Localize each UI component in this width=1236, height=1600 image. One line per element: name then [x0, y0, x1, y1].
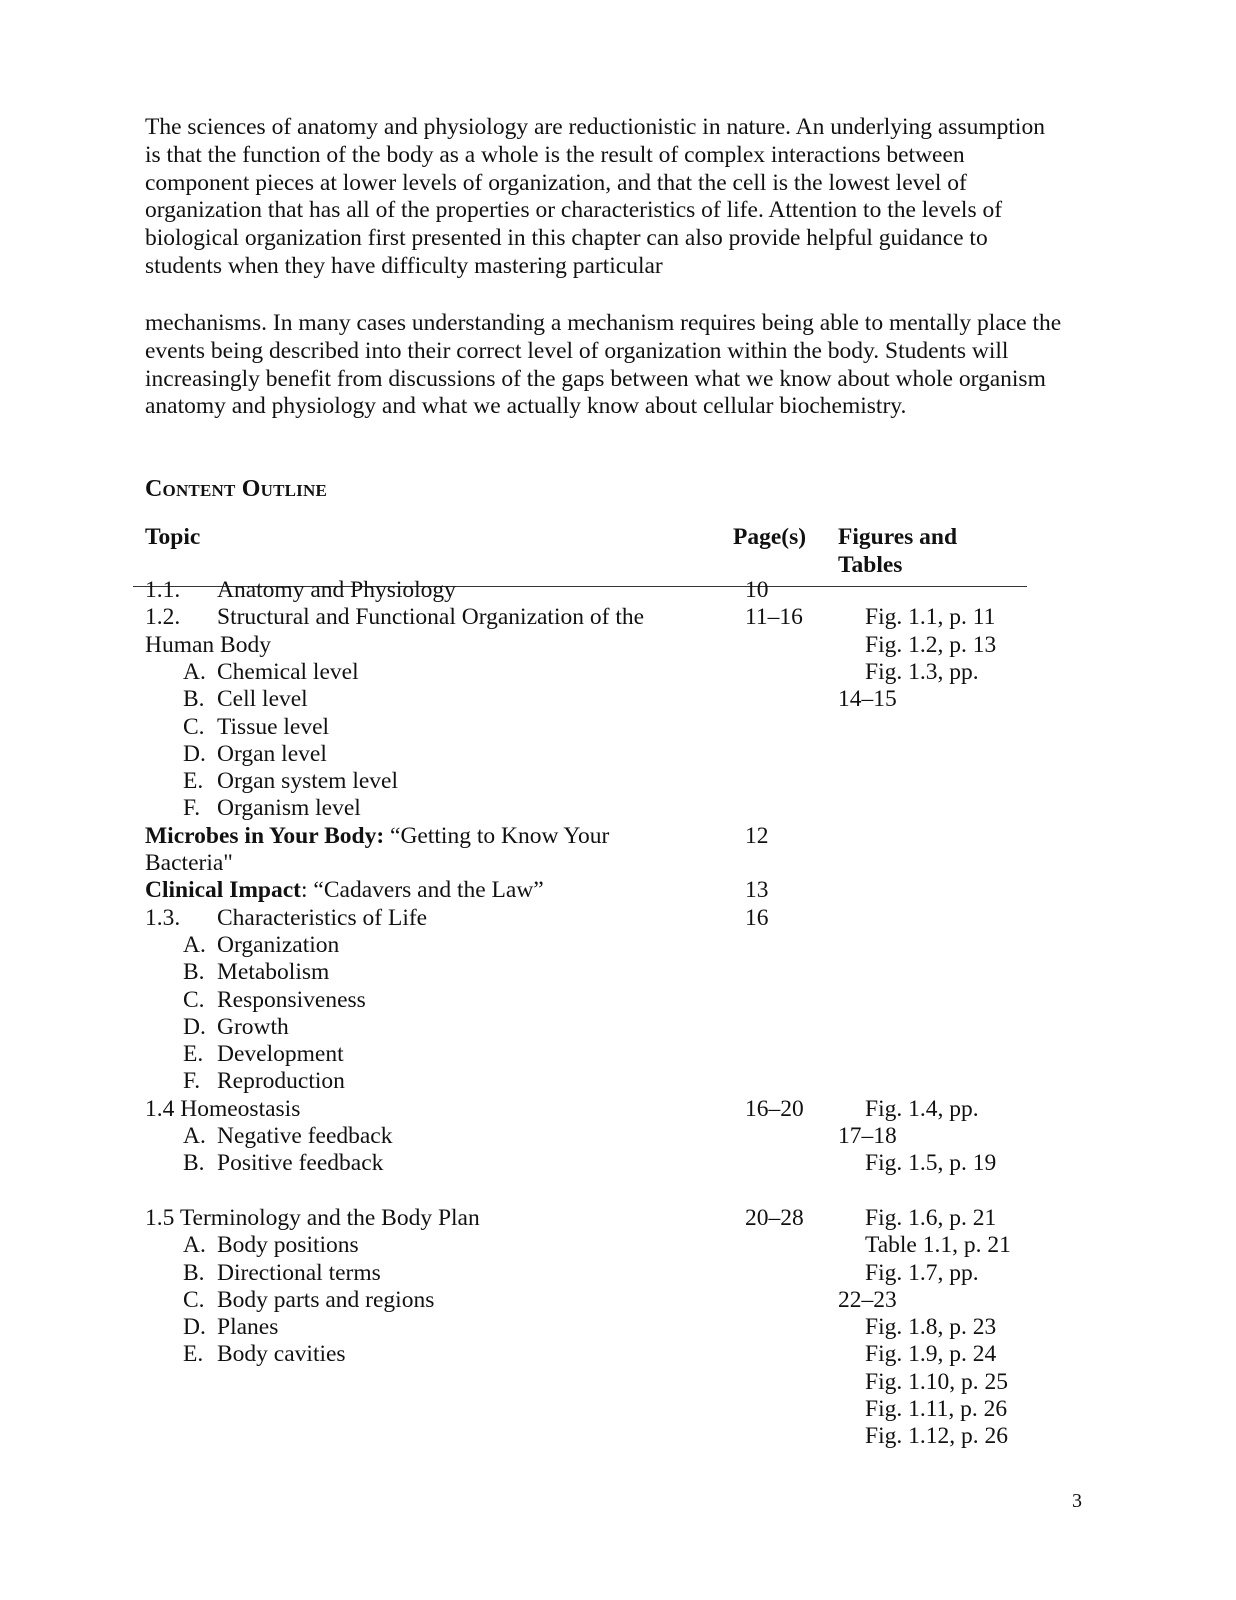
topic-text: Structural and Functional Organization of the: [217, 604, 645, 631]
topic-cell: [183, 1123, 393, 1151]
topic-cell: [183, 795, 361, 823]
feature-label: Microbes in Your Body:: [145, 822, 385, 849]
paragraph-line: The sciences of anatomy and physiology are reductionistic in nature. An underlying assumption: [145, 114, 1045, 140]
table-row: [0, 823, 1236, 851]
table-row: [0, 1123, 1236, 1151]
topic-text: Organism level: [217, 795, 361, 822]
topic-cell: [183, 1014, 289, 1042]
table-row: [0, 577, 1236, 605]
topic-column-header: Topic: [145, 524, 201, 550]
item-letter: D.: [183, 1013, 206, 1040]
item-letter: D.: [183, 1314, 206, 1341]
paragraph-line: increasingly benefit from discussions of the gaps between what we know about whole organism: [145, 365, 1046, 392]
paragraph-line: is that the function of the body as a whole is the result of complex interactions between: [145, 141, 965, 168]
table-row: [0, 1232, 1236, 1260]
topic-cell: [145, 823, 609, 851]
section-number: 1.1.: [145, 577, 181, 603]
figures-cell: Fig. 1.1, p. 11: [865, 604, 996, 631]
table-row: [0, 1150, 1236, 1178]
topic-text: Body cavities: [217, 1341, 346, 1368]
pages-cell: 16: [745, 904, 769, 931]
paragraph-line: biological organization first presented in this chapter can also provide helpful guidance to: [145, 225, 988, 252]
pages-cell: 20–28: [745, 1204, 804, 1231]
table-row: [0, 741, 1236, 769]
item-letter: E.: [183, 1041, 204, 1068]
figures-cell: Fig. 1.6, p. 21: [865, 1204, 997, 1231]
figures-cell: Fig. 1.5, p. 19: [865, 1150, 997, 1177]
topic-cell: [183, 1232, 359, 1260]
paragraph-line: anatomy and physiology and what we actually know about cellular biochemistry.: [145, 393, 907, 420]
figures-cell: Fig. 1.7, pp.: [865, 1259, 979, 1286]
table-row: [0, 877, 1236, 905]
item-letter: B.: [183, 1259, 205, 1286]
topic-cell: [183, 1260, 381, 1288]
topic-text: Tissue level: [217, 713, 330, 740]
topic-text: Cell level: [217, 686, 308, 713]
table-row: [0, 1014, 1236, 1042]
item-letter: C.: [183, 986, 205, 1013]
table-row: [0, 632, 1236, 660]
table-row: [0, 1287, 1236, 1315]
topic-text: Body parts and regions: [217, 1286, 435, 1313]
table-row: [0, 932, 1236, 960]
topic-text: Growth: [217, 1013, 289, 1040]
item-letter: A.: [183, 1232, 206, 1259]
topic-cell: [145, 577, 456, 605]
topic-cell: [183, 1150, 383, 1178]
table-row: [0, 1068, 1236, 1096]
figures-cell: Table 1.1, p. 21: [865, 1232, 1011, 1259]
table-row: [0, 1041, 1236, 1069]
section-number: 1.3.: [145, 904, 181, 931]
topic-cell: [145, 632, 271, 660]
item-letter: A.: [183, 931, 206, 958]
table-row: [0, 959, 1236, 987]
table-row: [0, 1341, 1236, 1369]
table-row: [0, 1396, 1236, 1424]
table-row: [0, 1314, 1236, 1342]
topic-text: Development: [217, 1041, 344, 1068]
table-row: [0, 1205, 1236, 1233]
paragraph-line: events being described into their correct level of organization within the body. Students will: [145, 337, 1009, 364]
paragraph-line: mechanisms. In many cases understanding a mechanism requires being able to mentally place the: [145, 310, 1062, 336]
item-letter: D.: [183, 740, 206, 767]
topic-text: Metabolism: [217, 959, 330, 986]
topic-cell: [183, 987, 366, 1015]
topic-cell: [183, 1341, 346, 1369]
topic-cell: [145, 1205, 480, 1233]
item-letter: E.: [183, 768, 204, 795]
topic-cell: [145, 877, 544, 905]
topic-text: Reproduction: [217, 1068, 345, 1095]
item-letter: C.: [183, 1286, 205, 1313]
figures-column-header: [838, 524, 1008, 580]
topic-cell: [145, 905, 427, 933]
topic-text: Bacteria": [145, 850, 233, 876]
topic-text: Chemical level: [217, 658, 359, 685]
topic-cell: [183, 932, 339, 960]
table-row: [0, 850, 1236, 878]
table-row: [0, 686, 1236, 714]
topic-text: Organ system level: [217, 768, 399, 795]
topic-text: 1.4 Homeostasis: [145, 1095, 301, 1122]
table-row: [0, 604, 1236, 632]
table-row: [0, 1260, 1236, 1288]
paragraph-line: component pieces at lower levels of organization, and that the cell is the lowest level of: [145, 169, 967, 196]
pages-cell: 13: [745, 877, 769, 904]
table-row: [0, 987, 1236, 1015]
table-row: [0, 795, 1236, 823]
topic-cell: [145, 850, 233, 878]
section-number: 1.2.: [145, 604, 181, 631]
topic-cell: [183, 959, 329, 987]
topic-cell: [183, 659, 359, 687]
figures-cell: Fig. 1.9, p. 24: [865, 1341, 997, 1368]
topic-text: Negative feedback: [217, 1123, 393, 1149]
continuation-paragraph: [145, 310, 1105, 421]
pages-cell: 12: [745, 822, 769, 849]
topic-cell: [183, 741, 327, 769]
intro-paragraph: [145, 114, 1105, 281]
topic-text: : “Cadavers and the Law”: [301, 877, 544, 904]
topic-text: Human Body: [145, 631, 271, 658]
figures-cell-continuation: 22–23: [838, 1286, 897, 1313]
figures-header-line: Figures and: [838, 524, 958, 550]
topic-text: Organization: [217, 931, 340, 958]
topic-cell: [145, 1096, 300, 1124]
item-letter: F.: [183, 1068, 201, 1095]
content-outline-heading: Content Outline: [145, 476, 327, 502]
page-number: 3: [1072, 1490, 1082, 1512]
figures-cell-continuation: 17–18: [838, 1123, 897, 1149]
item-letter: A.: [183, 658, 206, 685]
topic-cell: [183, 714, 329, 742]
figures-header-line: Tables: [838, 551, 903, 578]
table-row: [0, 1369, 1236, 1397]
table-row: [0, 1423, 1236, 1451]
pages-cell: 10: [745, 577, 769, 603]
figures-cell: Fig. 1.12, p. 26: [865, 1423, 1008, 1450]
topic-cell: [183, 686, 308, 714]
topic-cell: [145, 604, 644, 632]
figures-cell: Fig. 1.11, p. 26: [865, 1396, 1008, 1422]
feature-label: Clinical Impact: [145, 877, 302, 904]
topic-text: Characteristics of Life: [217, 904, 428, 931]
figures-cell-continuation: 14–15: [838, 686, 897, 713]
figures-cell: Fig. 1.2, p. 13: [865, 631, 997, 658]
table-row: [0, 1096, 1236, 1124]
item-letter: F.: [183, 795, 201, 822]
topic-text: Responsiveness: [217, 986, 366, 1013]
item-letter: E.: [183, 1341, 204, 1368]
pages-column-header: Page(s): [733, 524, 807, 550]
topic-cell: [183, 768, 398, 796]
topic-text: Directional terms: [217, 1259, 381, 1286]
topic-cell: [183, 1068, 345, 1096]
table-row: [0, 768, 1236, 796]
pages-cell: 16–20: [745, 1095, 804, 1122]
topic-text: “Getting to Know Your: [384, 822, 610, 849]
item-letter: B.: [183, 686, 205, 713]
item-letter: A.: [183, 1123, 206, 1149]
item-letter: C.: [183, 713, 205, 740]
paragraph-line: organization that has all of the properties or characteristics of life. Attention to the levels of: [145, 197, 1003, 224]
item-letter: B.: [183, 959, 205, 986]
topic-text: Body positions: [217, 1232, 359, 1259]
topic-cell: [183, 1287, 434, 1315]
table-row: [0, 905, 1236, 933]
topic-text: Planes: [217, 1314, 279, 1341]
figures-cell: Fig. 1.10, p. 25: [865, 1368, 1008, 1395]
paragraph-line: students when they have difficulty mastering particular: [145, 252, 663, 279]
pages-cell: 11–16: [745, 604, 803, 631]
topic-text: Organ level: [217, 740, 327, 767]
table-row: [0, 714, 1236, 742]
figures-cell: Fig. 1.4, pp.: [865, 1095, 979, 1122]
topic-text: Positive feedback: [217, 1150, 384, 1177]
item-letter: B.: [183, 1150, 205, 1177]
figures-cell: Fig. 1.3, pp.: [865, 658, 979, 685]
topic-cell: [183, 1041, 344, 1069]
table-row: [0, 659, 1236, 687]
topic-cell: [183, 1314, 278, 1342]
topic-text: 1.5 Terminology and the Body Plan: [145, 1204, 480, 1231]
figures-cell: Fig. 1.8, p. 23: [865, 1314, 997, 1341]
topic-text: Anatomy and Physiology: [217, 577, 456, 603]
